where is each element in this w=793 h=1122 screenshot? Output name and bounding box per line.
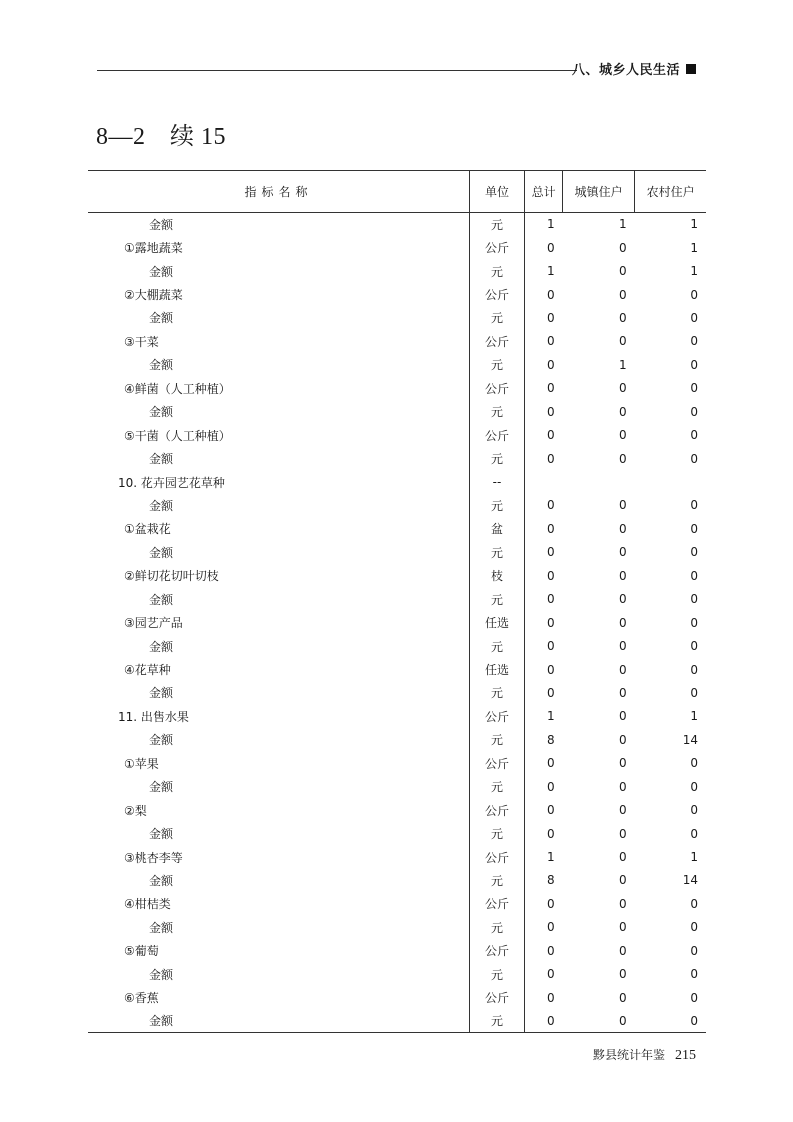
row-rural: 1 (690, 240, 698, 255)
table-row (88, 752, 706, 775)
row-urban: 0 (619, 592, 627, 607)
row-urban: 0 (619, 287, 627, 302)
row-unit: 公斤 (470, 330, 525, 353)
row-unit: 公斤 (470, 705, 525, 728)
row-rural: 0 (690, 287, 698, 302)
row-rural: 0 (690, 334, 698, 349)
table-title: 8—2 续 15 (96, 124, 226, 150)
row-total: 0 (547, 310, 555, 325)
row-name: 金额 (88, 259, 470, 282)
row-urban: 0 (619, 639, 627, 654)
row-name: 11. 出售水果 (88, 705, 470, 728)
row-urban: 0 (619, 732, 627, 747)
row-name: ①盆栽花 (88, 517, 470, 540)
row-total: 1 (547, 850, 555, 865)
row-name: 10. 花卉园艺花草种 (88, 470, 470, 493)
table-row (88, 353, 706, 376)
row-total: 0 (547, 920, 555, 935)
row-name: 金额 (88, 353, 470, 376)
row-urban: 0 (619, 240, 627, 255)
row-total: 0 (547, 240, 555, 255)
row-rural (635, 470, 706, 493)
row-urban: 1 (619, 357, 627, 372)
row-unit: 元 (470, 681, 525, 704)
column-header-total: 总计 (525, 171, 563, 213)
row-rural: 0 (690, 967, 698, 982)
table-row (88, 330, 706, 353)
row-total: 0 (525, 1009, 563, 1032)
row-unit: 元 (470, 447, 525, 470)
row-total: 8 (547, 732, 555, 747)
row-urban: 0 (619, 264, 627, 279)
row-urban: 0 (619, 498, 627, 513)
row-urban: 0 (619, 568, 627, 583)
row-total: 0 (547, 357, 555, 372)
row-rural: 0 (690, 451, 698, 466)
table-row (88, 541, 706, 564)
row-rural: 0 (690, 545, 698, 560)
table-row (88, 892, 706, 915)
column-header-unit: 单位 (470, 171, 525, 213)
table-row (88, 377, 706, 400)
table-row (88, 963, 706, 986)
row-unit: 元 (470, 259, 525, 282)
table-row (88, 775, 706, 798)
row-urban: 0 (619, 334, 627, 349)
row-name: 金额 (88, 634, 470, 657)
row-total: 0 (547, 521, 555, 536)
row-name: 金额 (88, 400, 470, 423)
column-header-urban: 城镇住户 (563, 171, 635, 213)
row-urban: 0 (619, 779, 627, 794)
table-row (88, 845, 706, 868)
column-header-rural: 农村住户 (635, 171, 706, 213)
row-total: 0 (547, 451, 555, 466)
row-urban: 0 (619, 521, 627, 536)
table-row (88, 1009, 706, 1032)
table-row (88, 283, 706, 306)
table-row (88, 517, 706, 540)
row-total: 0 (547, 967, 555, 982)
row-rural: 1 (690, 709, 698, 724)
row-rural: 1 (690, 264, 698, 279)
row-rural: 0 (690, 990, 698, 1005)
row-unit: 元 (470, 963, 525, 986)
row-unit: 枝 (470, 564, 525, 587)
row-total: 1 (547, 264, 555, 279)
row-rural: 0 (690, 685, 698, 700)
row-name: 金额 (88, 494, 470, 517)
row-total: 0 (547, 779, 555, 794)
row-rural: 0 (690, 568, 698, 583)
row-rural: 14 (682, 732, 698, 747)
row-rural: 1 (690, 850, 698, 865)
row-unit: 元 (470, 494, 525, 517)
row-unit: 公斤 (470, 236, 525, 259)
row-urban: 0 (619, 873, 627, 888)
row-rural: 0 (690, 803, 698, 818)
row-rural: 0 (690, 381, 698, 396)
row-rural: 0 (690, 404, 698, 419)
row-urban: 0 (619, 381, 627, 396)
row-unit: 公斤 (470, 892, 525, 915)
row-urban: 0 (619, 850, 627, 865)
row-urban: 0 (619, 943, 627, 958)
row-rural: 0 (690, 498, 698, 513)
table-row (88, 681, 706, 704)
row-total: 0 (547, 943, 555, 958)
row-urban: 0 (619, 920, 627, 935)
row-total: 1 (547, 709, 555, 724)
row-urban: 0 (619, 615, 627, 630)
row-urban: 0 (619, 428, 627, 443)
row-urban: 0 (619, 709, 627, 724)
row-total (525, 470, 563, 493)
row-name: ④鲜菌（人工种植） (88, 377, 470, 400)
row-rural: 0 (690, 756, 698, 771)
row-total: 0 (547, 428, 555, 443)
table-row (88, 986, 706, 1009)
table-row (88, 236, 706, 259)
row-rural: 0 (690, 943, 698, 958)
row-total: 0 (547, 287, 555, 302)
row-name: 金额 (88, 822, 470, 845)
row-name: ⑤干菌（人工种植） (88, 423, 470, 446)
row-rural: 0 (690, 428, 698, 443)
row-rural: 0 (690, 592, 698, 607)
row-total: 0 (547, 334, 555, 349)
row-name: ⑥香蕉 (88, 986, 470, 1009)
section-header (572, 59, 696, 78)
row-rural: 0 (690, 896, 698, 911)
row-rural: 0 (690, 826, 698, 841)
row-rural: 0 (690, 357, 698, 372)
row-unit: 元 (470, 1009, 525, 1032)
row-name: 金额 (88, 447, 470, 470)
row-urban: 1 (619, 217, 627, 232)
row-unit: 任选 (470, 611, 525, 634)
row-urban: 0 (619, 685, 627, 700)
row-urban: 0 (563, 1009, 635, 1032)
row-total: 0 (547, 756, 555, 771)
table-row (88, 658, 706, 681)
column-header-name: 指标名称 (88, 171, 470, 213)
table-body (88, 213, 706, 1033)
row-total: 0 (547, 498, 555, 513)
row-name: ②鲜切花切叶切枝 (88, 564, 470, 587)
row-name: 金额 (88, 775, 470, 798)
row-unit: 公斤 (470, 845, 525, 868)
table-row (88, 798, 706, 821)
row-total: 0 (547, 568, 555, 583)
row-total: 0 (547, 545, 555, 560)
row-total: 0 (547, 662, 555, 677)
row-total: 0 (547, 381, 555, 396)
row-name: ⑤葡萄 (88, 939, 470, 962)
row-unit: 公斤 (470, 283, 525, 306)
row-rural: 0 (690, 615, 698, 630)
row-rural: 0 (635, 1009, 706, 1032)
row-urban: 0 (619, 545, 627, 560)
table-row (88, 728, 706, 751)
row-name: 金额 (88, 541, 470, 564)
row-name: ①露地蔬菜 (88, 236, 470, 259)
row-total: 8 (547, 873, 555, 888)
row-unit: 元 (470, 728, 525, 751)
row-urban: 0 (619, 896, 627, 911)
row-unit: 元 (470, 916, 525, 939)
row-total: 0 (547, 592, 555, 607)
row-unit: 公斤 (470, 752, 525, 775)
table-row (88, 564, 706, 587)
row-name: 金额 (88, 588, 470, 611)
row-name: ④柑桔类 (88, 892, 470, 915)
row-total: 0 (547, 685, 555, 700)
row-total: 0 (547, 404, 555, 419)
table-header-row (88, 171, 706, 213)
row-name: ②梨 (88, 798, 470, 821)
row-unit: -- (470, 470, 525, 493)
row-urban: 0 (619, 404, 627, 419)
statistics-table (88, 170, 706, 1033)
row-name: 金额 (88, 916, 470, 939)
row-unit: 元 (470, 869, 525, 892)
row-total: 0 (547, 639, 555, 654)
table-row (88, 588, 706, 611)
row-urban: 0 (619, 310, 627, 325)
row-unit: 公斤 (470, 986, 525, 1009)
black-square-icon (686, 64, 696, 74)
table-row (88, 400, 706, 423)
row-unit: 公斤 (470, 798, 525, 821)
row-unit: 元 (470, 634, 525, 657)
row-urban: 0 (619, 826, 627, 841)
row-unit: 元 (470, 213, 525, 236)
row-rural: 0 (690, 310, 698, 325)
row-unit: 元 (470, 541, 525, 564)
row-unit: 任选 (470, 658, 525, 681)
table-row (88, 705, 706, 728)
row-name: 金额 (88, 728, 470, 751)
row-unit: 公斤 (470, 423, 525, 446)
row-name: 金额 (88, 869, 470, 892)
row-total: 0 (547, 803, 555, 818)
row-unit: 元 (470, 353, 525, 376)
row-unit: 元 (470, 775, 525, 798)
row-rural: 0 (690, 639, 698, 654)
row-rural: 14 (682, 873, 698, 888)
row-name: 金额 (88, 681, 470, 704)
table-row (88, 447, 706, 470)
table-row (88, 494, 706, 517)
table-row (88, 423, 706, 446)
table-row (88, 822, 706, 845)
yearbook-name: 黟县统计年鉴 (592, 1048, 665, 1062)
row-name: ③干菜 (88, 330, 470, 353)
row-name: 金额 (88, 306, 470, 329)
row-rural: 0 (690, 521, 698, 536)
row-rural: 1 (690, 217, 698, 232)
table-row (88, 611, 706, 634)
row-urban: 0 (619, 803, 627, 818)
row-name: 金额 (88, 1009, 470, 1032)
table-row (88, 634, 706, 657)
row-name: ②大棚蔬菜 (88, 283, 470, 306)
section-title: 八、城乡人民生活 (571, 63, 680, 78)
row-unit: 元 (470, 588, 525, 611)
row-unit: 元 (470, 306, 525, 329)
row-name: ③园艺产品 (88, 611, 470, 634)
row-name: 金额 (88, 213, 470, 236)
row-urban: 0 (619, 451, 627, 466)
row-rural: 0 (690, 662, 698, 677)
row-urban: 0 (619, 990, 627, 1005)
table-row (88, 470, 706, 493)
row-rural: 0 (690, 779, 698, 794)
row-total: 0 (547, 826, 555, 841)
row-name: ③桃杏李等 (88, 845, 470, 868)
table-row (88, 213, 706, 236)
table-row (88, 259, 706, 282)
row-urban: 0 (619, 967, 627, 982)
page-number: 215 (675, 1048, 696, 1063)
row-name: ④花草种 (88, 658, 470, 681)
table-row (88, 306, 706, 329)
row-unit: 盆 (470, 517, 525, 540)
table-row (88, 916, 706, 939)
row-urban: 0 (619, 756, 627, 771)
row-name: ①苹果 (88, 752, 470, 775)
row-total: 0 (547, 896, 555, 911)
row-total: 0 (547, 990, 555, 1005)
row-urban (563, 470, 635, 493)
row-unit: 公斤 (470, 377, 525, 400)
row-unit: 元 (470, 400, 525, 423)
row-name: 金额 (88, 963, 470, 986)
row-unit: 公斤 (470, 939, 525, 962)
row-rural: 0 (690, 920, 698, 935)
row-urban: 0 (619, 662, 627, 677)
row-total: 0 (547, 615, 555, 630)
table-row (88, 939, 706, 962)
row-unit: 元 (470, 822, 525, 845)
row-total: 1 (547, 217, 555, 232)
page-footer (593, 1046, 696, 1064)
header-rule (97, 70, 577, 71)
table-row (88, 869, 706, 892)
